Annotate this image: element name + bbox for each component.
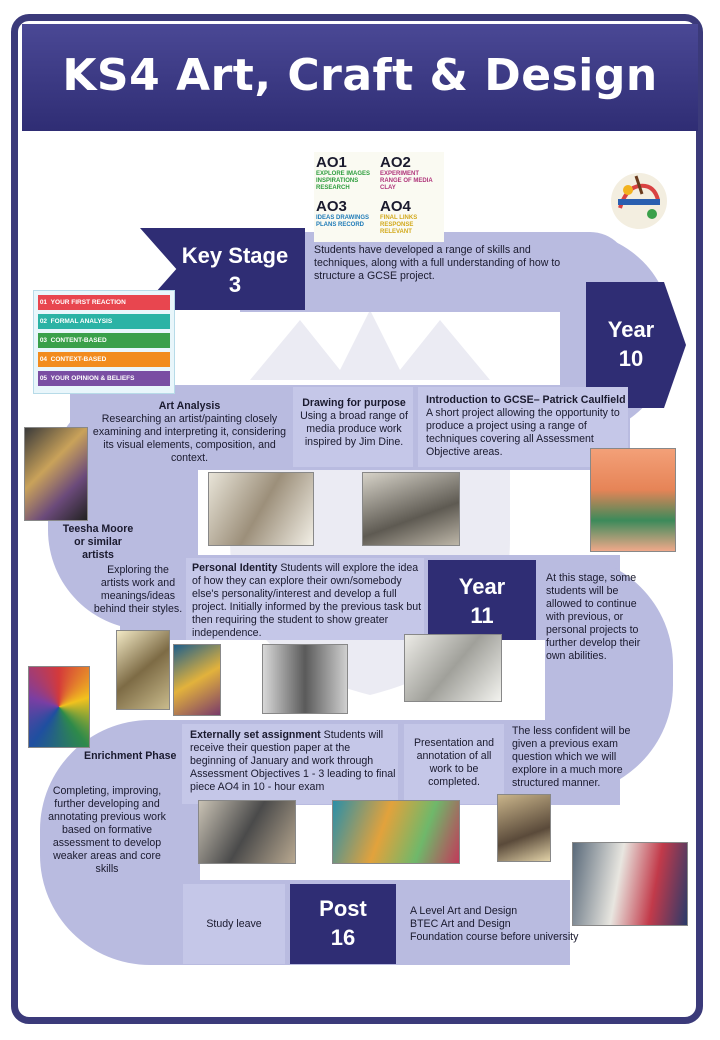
ao4-tile bbox=[380, 198, 442, 240]
artwork-photo bbox=[332, 800, 460, 864]
analysis-row bbox=[38, 333, 170, 348]
drawing-purpose-title: Drawing for purpose bbox=[302, 397, 406, 409]
presentation-text: Presentation and annotation of all work to be completed. bbox=[413, 737, 495, 788]
post16-option-1: A Level Art and Design bbox=[410, 905, 518, 917]
intro-gcse-title: Introduction to GCSE– Patrick Caulfield bbox=[426, 394, 626, 406]
analysis-row-label: CONTENT-BASED bbox=[50, 337, 107, 344]
externally-set-title: Externally set assignment bbox=[190, 729, 321, 741]
analysis-row-label: YOUR FIRST REACTION bbox=[50, 299, 126, 306]
ao4-code: AO4 bbox=[380, 198, 411, 215]
teesha-title: Teesha Moore or similar artists bbox=[62, 523, 134, 561]
post16-option-2: BTEC Art and Design bbox=[410, 918, 511, 930]
analysis-row bbox=[38, 295, 170, 310]
analysis-row-num: 03 bbox=[39, 337, 48, 344]
externally-set-body: Students will receive their question paper at the beginning of January and work through Assessment Objectives 1 - 3 leading to final piece AO4 in 10 - hour exam bbox=[190, 729, 396, 793]
artwork-photo bbox=[198, 800, 296, 864]
artwork-photo bbox=[404, 634, 502, 702]
analysis-row-num: 05 bbox=[39, 375, 48, 382]
post-16-marker: Post 16 bbox=[290, 884, 396, 964]
externally-set-block bbox=[190, 729, 396, 794]
artwork-photo bbox=[28, 666, 90, 748]
key-stage-3-label: Key Stage 3 bbox=[181, 243, 289, 297]
drawing-purpose-block bbox=[296, 397, 412, 449]
ao3-words: IDEAS DRAWINGS PLANS RECORD bbox=[316, 215, 370, 228]
analysis-row-num: 04 bbox=[39, 356, 48, 363]
enrichment-body: Completing, improving, further developing and annotating previous work based on formative assessment to develop weaker areas and core skills bbox=[48, 785, 166, 875]
drawing-purpose-body: Using a broad range of media produce work inspired by Jim Dine. bbox=[300, 410, 408, 448]
artwork-photo bbox=[362, 472, 460, 546]
analysis-row-label: FORMAL ANALYSIS bbox=[50, 318, 113, 325]
personal-identity-title: Personal Identity bbox=[192, 562, 278, 574]
art-analysis-block bbox=[92, 400, 287, 465]
ao1-tile bbox=[316, 154, 378, 196]
analysis-row-label: CONTEXT-BASED bbox=[50, 356, 107, 363]
analysis-row bbox=[38, 352, 170, 367]
less-confident-text: The less confident will be given a previous exam question which we will explore in a much more structured manner. bbox=[512, 725, 631, 789]
ao2-tile bbox=[380, 154, 442, 196]
ao2-code: AO2 bbox=[380, 154, 411, 171]
art-analysis-title: Art Analysis bbox=[158, 400, 221, 412]
this-stage-text: At this stage, some students will be allowed to continue with previous, or personal projects to further develop their own abilities. bbox=[546, 572, 641, 662]
analysis-chart bbox=[33, 290, 175, 394]
enrichment-title: Enrichment Phase bbox=[84, 750, 177, 762]
artist-logo-icon bbox=[606, 168, 672, 234]
year-10-label: Year 10 bbox=[607, 317, 655, 371]
artwork-photo bbox=[208, 472, 314, 546]
personal-identity-block bbox=[192, 562, 422, 640]
ao2-words: EXPERIMENT RANGE OF MEDIA CLAY bbox=[380, 171, 433, 191]
ao4-words: FINAL LINKS RESPONSE RELEVANT bbox=[380, 215, 418, 235]
page-title: KS4 Art, Craft & Design bbox=[62, 50, 658, 101]
ao1-code: AO1 bbox=[316, 154, 347, 171]
artwork-photo bbox=[590, 448, 676, 552]
artwork-photo bbox=[24, 427, 88, 521]
artwork-photo bbox=[116, 630, 170, 710]
art-analysis-body: Researching an artist/painting closely examining and interpreting it, considering its visual elements, composition, and context. bbox=[92, 413, 287, 464]
study-leave-text: Study leave bbox=[206, 918, 262, 930]
ao3-tile bbox=[316, 198, 378, 240]
artwork-photo bbox=[262, 644, 348, 714]
intro-gcse-body: A short project allowing the opportunity to produce a project using a range of techniques covering all Assessment Objective areas. bbox=[426, 407, 620, 458]
artwork-photo bbox=[497, 794, 551, 862]
analysis-row-num: 02 bbox=[39, 318, 48, 325]
header-banner bbox=[22, 24, 698, 131]
year-11-marker: Year 11 bbox=[428, 560, 536, 640]
ks3-intro-text: Students have developed a range of skills and techniques, along with a full understanding of how to structure a GCSE project. bbox=[314, 244, 561, 282]
assessment-objectives-graphic bbox=[314, 152, 444, 242]
artwork-photo bbox=[572, 842, 688, 926]
analysis-row-num: 01 bbox=[39, 299, 48, 306]
personal-identity-body: Students will explore the idea of how they can explore their own/somebody else's personality/interest and develop a full project. Initially informed by the previous task but then requiring the student to show greater independence. bbox=[192, 562, 422, 639]
post16-option-3: Foundation course before university bbox=[410, 931, 579, 943]
teesha-body: Exploring the artists work and meanings/ideas behind their styles. bbox=[93, 564, 183, 615]
ao1-words: EXPLORE IMAGES INSPIRATIONS RESEARCH bbox=[316, 171, 371, 191]
artwork-photo bbox=[173, 644, 221, 716]
ao3-code: AO3 bbox=[316, 198, 347, 215]
analysis-row bbox=[38, 371, 170, 386]
analysis-row bbox=[38, 314, 170, 329]
analysis-row-label: YOUR OPINION & BELIEFS bbox=[50, 375, 135, 382]
